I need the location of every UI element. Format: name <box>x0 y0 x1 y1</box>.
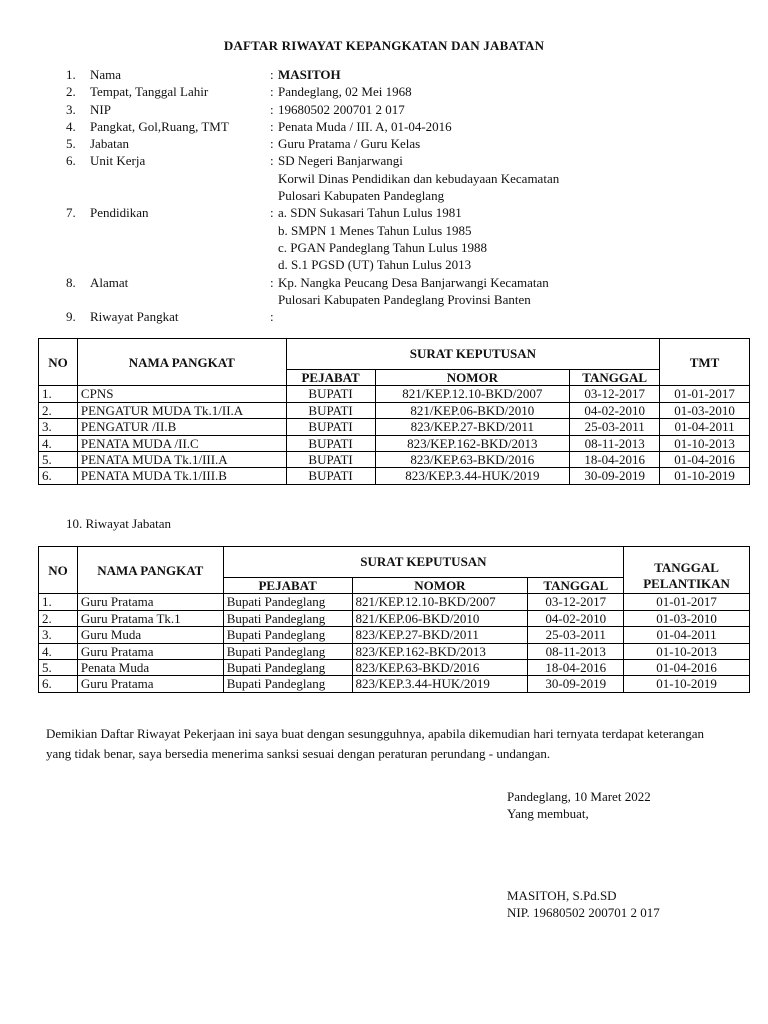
cell-date: 01-10-2019 <box>660 468 750 484</box>
info-separator: : <box>270 205 274 221</box>
cell-no: 6. <box>39 676 78 692</box>
info-row <box>66 187 559 204</box>
cell-date: 01-04-2016 <box>624 660 750 676</box>
info-separator: : <box>270 153 274 169</box>
cell-tanggal: 08-11-2013 <box>570 435 660 451</box>
info-row <box>66 204 559 221</box>
cell-date: 01-10-2019 <box>624 676 750 692</box>
cell-date: 01-04-2016 <box>660 452 750 468</box>
cell-no: 6. <box>39 468 78 484</box>
cell-pejabat: Bupati Pandeglang <box>223 643 352 659</box>
table-row <box>39 452 750 468</box>
info-value: 19680502 200701 2 017 <box>278 101 405 117</box>
table-row <box>39 468 750 484</box>
col-header-tanggal-pelantikan: TANGGAL PELANTIKAN <box>624 547 750 594</box>
cell-nama: Guru Pratama <box>77 643 223 659</box>
info-label: Nama <box>90 67 122 82</box>
cell-pejabat: Bupati Pandeglang <box>223 610 352 626</box>
cell-pejabat: BUPATI <box>286 386 375 402</box>
signature-made-by: Yang membuat, <box>507 806 589 821</box>
info-label: Unit Kerja <box>90 153 146 169</box>
cell-tanggal: 25-03-2011 <box>528 627 624 643</box>
cell-no: 1. <box>39 594 78 610</box>
cell-nama: CPNS <box>77 386 286 402</box>
cell-nomor: 821/KEP.12.10-BKD/2007 <box>375 386 570 402</box>
section-heading-riwayat-jabatan: 10. Riwayat Jabatan <box>66 516 172 531</box>
info-value: c. PGAN Pandeglang Tahun Lulus 1988 <box>278 239 487 255</box>
table-row <box>39 627 750 643</box>
info-separator <box>270 256 278 273</box>
col-header-tanggal: TANGGAL <box>528 578 624 594</box>
cell-no: 1. <box>39 386 78 402</box>
cell-nama: Guru Pratama <box>77 594 223 610</box>
info-row <box>66 83 559 100</box>
info-label <box>90 187 270 204</box>
cell-date: 01-04-2011 <box>624 627 750 643</box>
table-row <box>39 660 750 676</box>
cell-no: 2. <box>39 402 78 418</box>
cell-tanggal: 30-09-2019 <box>570 468 660 484</box>
cell-no: 5. <box>39 660 78 676</box>
cell-pejabat: BUPATI <box>286 468 375 484</box>
cell-nama: Guru Pratama Tk.1 <box>77 610 223 626</box>
info-row <box>66 118 559 135</box>
cell-pejabat: Bupati Pandeglang <box>223 676 352 692</box>
cell-tanggal: 25-03-2011 <box>570 419 660 435</box>
info-value: b. SMPN 1 Menes Tahun Lulus 1985 <box>278 222 472 238</box>
info-number: 4. <box>66 118 76 134</box>
info-row <box>66 291 559 308</box>
col-header-tanggal: TANGGAL <box>570 370 660 386</box>
info-label <box>90 291 270 308</box>
signatory-name: MASITOH, S.Pd.SD <box>507 888 617 903</box>
info-number: 7. <box>66 205 76 221</box>
cell-nomor: 821/KEP.06-BKD/2010 <box>352 610 528 626</box>
cell-pejabat: Bupati Pandeglang <box>223 660 352 676</box>
info-label <box>90 239 270 256</box>
col-header-tmt: TMT <box>660 339 750 386</box>
info-label: NIP <box>90 101 111 117</box>
cell-tanggal: 08-11-2013 <box>528 643 624 659</box>
signature-place-date: Pandeglang, 10 Maret 2022 <box>507 789 651 804</box>
cell-tanggal: 04-02-2010 <box>528 610 624 626</box>
info-number: 5. <box>66 136 76 152</box>
cell-nomor: 823/KEP.63-BKD/2016 <box>375 452 570 468</box>
cell-no: 3. <box>39 419 78 435</box>
col-header-nama-pangkat: NAMA PANGKAT <box>77 547 223 594</box>
info-separator <box>270 187 278 204</box>
table-row <box>39 676 750 692</box>
info-value: MASITOH <box>278 67 341 82</box>
info-number <box>66 222 90 239</box>
cell-pejabat: BUPATI <box>286 452 375 468</box>
cell-nama: Guru Pratama <box>77 676 223 692</box>
info-row <box>66 256 559 273</box>
info-number: 6. <box>66 153 76 169</box>
cell-no: 4. <box>39 643 78 659</box>
info-separator: : <box>270 84 274 100</box>
table-row <box>39 402 750 418</box>
cell-no: 5. <box>39 452 78 468</box>
table-row <box>39 419 750 435</box>
info-row <box>66 170 559 187</box>
info-label <box>90 170 270 187</box>
info-number <box>66 291 90 308</box>
document-title: DAFTAR RIWAYAT KEPANGKATAN DAN JABATAN <box>223 38 545 53</box>
cell-nomor: 823/KEP.27-BKD/2011 <box>375 419 570 435</box>
cell-date: 01-04-2011 <box>660 419 750 435</box>
cell-tanggal: 03-12-2017 <box>528 594 624 610</box>
info-number: 3. <box>66 101 76 117</box>
info-row <box>66 152 559 169</box>
cell-no: 3. <box>39 627 78 643</box>
info-number <box>66 256 90 273</box>
cell-nomor: 823/KEP.162-BKD/2013 <box>375 435 570 451</box>
info-number: 8. <box>66 274 76 290</box>
cell-date: 01-01-2017 <box>624 594 750 610</box>
cell-tanggal: 18-04-2016 <box>570 452 660 468</box>
col-header-nama-pangkat: NAMA PANGKAT <box>77 339 286 386</box>
cell-date: 01-03-2010 <box>660 402 750 418</box>
cell-tanggal: 03-12-2017 <box>570 386 660 402</box>
info-separator <box>270 239 278 256</box>
cell-nomor: 823/KEP.27-BKD/2011 <box>352 627 528 643</box>
info-value: Penata Muda / III. A, 01-04-2016 <box>278 118 452 134</box>
cell-tanggal: 04-02-2010 <box>570 402 660 418</box>
info-row <box>66 135 559 152</box>
info-label: Pendidikan <box>90 205 149 221</box>
table-row <box>39 594 750 610</box>
info-label: Alamat <box>90 274 129 290</box>
info-separator <box>270 291 278 308</box>
col-header-nomor: NOMOR <box>375 370 570 386</box>
info-separator <box>270 170 278 187</box>
info-value: Pulosari Kabupaten Pandeglang <box>278 188 445 204</box>
cell-pejabat: Bupati Pandeglang <box>223 627 352 643</box>
cell-nomor: 821/KEP.06-BKD/2010 <box>375 402 570 418</box>
col-header-no: NO <box>39 547 78 594</box>
col-header-surat-keputusan: SURAT KEPUTUSAN <box>223 547 623 578</box>
info-row <box>66 239 559 256</box>
closing-statement: Demikian Daftar Riwayat Pekerjaan ini saya buat dengan sesungguhnya, apabila dikemudian hari ternyata terdapat keterangan yang tidak benar, saya bersedia menerima sanksi sesuai dengan peraturan perundang - undangan. <box>46 726 705 761</box>
cell-pejabat: Bupati Pandeglang <box>223 594 352 610</box>
cell-nomor: 823/KEP.3.44-HUK/2019 <box>375 468 570 484</box>
info-number <box>66 239 90 256</box>
col-header-pejabat: PEJABAT <box>286 370 375 386</box>
info-value: Pandeglang, 02 Mei 1968 <box>278 84 412 100</box>
info-label <box>90 222 270 239</box>
info-label: Jabatan <box>90 136 129 152</box>
cell-tanggal: 18-04-2016 <box>528 660 624 676</box>
cell-no: 4. <box>39 435 78 451</box>
info-number <box>66 187 90 204</box>
col-header-pejabat: PEJABAT <box>223 578 352 594</box>
cell-nomor: 823/KEP.162-BKD/2013 <box>352 643 528 659</box>
info-separator: : <box>270 67 274 82</box>
col-header-nomor: NOMOR <box>352 578 528 594</box>
info-value: Kp. Nangka Peucang Desa Banjarwangi Kecamatan <box>278 274 549 290</box>
info-value: d. S.1 PGSD (UT) Tahun Lulus 2013 <box>278 257 472 273</box>
info-label: Pangkat, Gol,Ruang, TMT <box>90 118 229 134</box>
position-history-table <box>38 546 750 693</box>
cell-nama: Penata Muda <box>77 660 223 676</box>
info-value: Korwil Dinas Pendidikan dan kebudayaan Kecamatan <box>278 170 560 186</box>
col-header-surat-keputusan: SURAT KEPUTUSAN <box>286 339 659 370</box>
info-row <box>66 274 559 291</box>
cell-date: 01-10-2013 <box>624 643 750 659</box>
info-value: Guru Pratama / Guru Kelas <box>278 136 421 152</box>
cell-tanggal: 30-09-2019 <box>528 676 624 692</box>
info-separator: : <box>270 118 274 134</box>
info-row <box>66 222 559 239</box>
info-number <box>66 170 90 187</box>
cell-nama: PENATA MUDA Tk.1/III.A <box>77 452 286 468</box>
personal-info-list <box>66 66 559 325</box>
table-row <box>39 386 750 402</box>
cell-nomor: 823/KEP.3.44-HUK/2019 <box>352 676 528 692</box>
cell-nama: PENATA MUDA Tk.1/III.B <box>77 468 286 484</box>
cell-date: 01-03-2010 <box>624 610 750 626</box>
info-separator <box>270 222 278 239</box>
info-row <box>66 308 559 325</box>
info-separator: : <box>270 101 274 117</box>
rank-history-table <box>38 338 750 485</box>
col-header-no: NO <box>39 339 78 386</box>
info-row <box>66 66 559 83</box>
info-label <box>90 256 270 273</box>
cell-nama: PENGATUR MUDA Tk.1/II.A <box>77 402 286 418</box>
info-value: a. SDN Sukasari Tahun Lulus 1981 <box>278 205 462 221</box>
signatory-nip: NIP. 19680502 200701 2 017 <box>507 905 660 920</box>
info-value: Pulosari Kabupaten Pandeglang Provinsi Banten <box>278 291 531 307</box>
cell-pejabat: BUPATI <box>286 435 375 451</box>
cell-date: 01-10-2013 <box>660 435 750 451</box>
info-label: Riwayat Pangkat <box>90 309 179 325</box>
info-number: 9. <box>66 309 76 325</box>
cell-nomor: 821/KEP.12.10-BKD/2007 <box>352 594 528 610</box>
cell-no: 2. <box>39 610 78 626</box>
info-label: Tempat, Tanggal Lahir <box>90 84 209 100</box>
cell-date: 01-01-2017 <box>660 386 750 402</box>
table-row <box>39 643 750 659</box>
info-value: SD Negeri Banjarwangi <box>278 153 403 169</box>
table-row <box>39 610 750 626</box>
info-row <box>66 101 559 118</box>
info-number: 1. <box>66 67 76 82</box>
info-separator: : <box>270 309 274 325</box>
info-number: 2. <box>66 84 76 100</box>
cell-nama: PENATA MUDA /II.C <box>77 435 286 451</box>
cell-nama: PENGATUR /II.B <box>77 419 286 435</box>
info-separator: : <box>270 274 274 290</box>
cell-nama: Guru Muda <box>77 627 223 643</box>
info-separator: : <box>270 136 274 152</box>
cell-pejabat: BUPATI <box>286 419 375 435</box>
cell-pejabat: BUPATI <box>286 402 375 418</box>
cell-nomor: 823/KEP.63-BKD/2016 <box>352 660 528 676</box>
table-row <box>39 435 750 451</box>
